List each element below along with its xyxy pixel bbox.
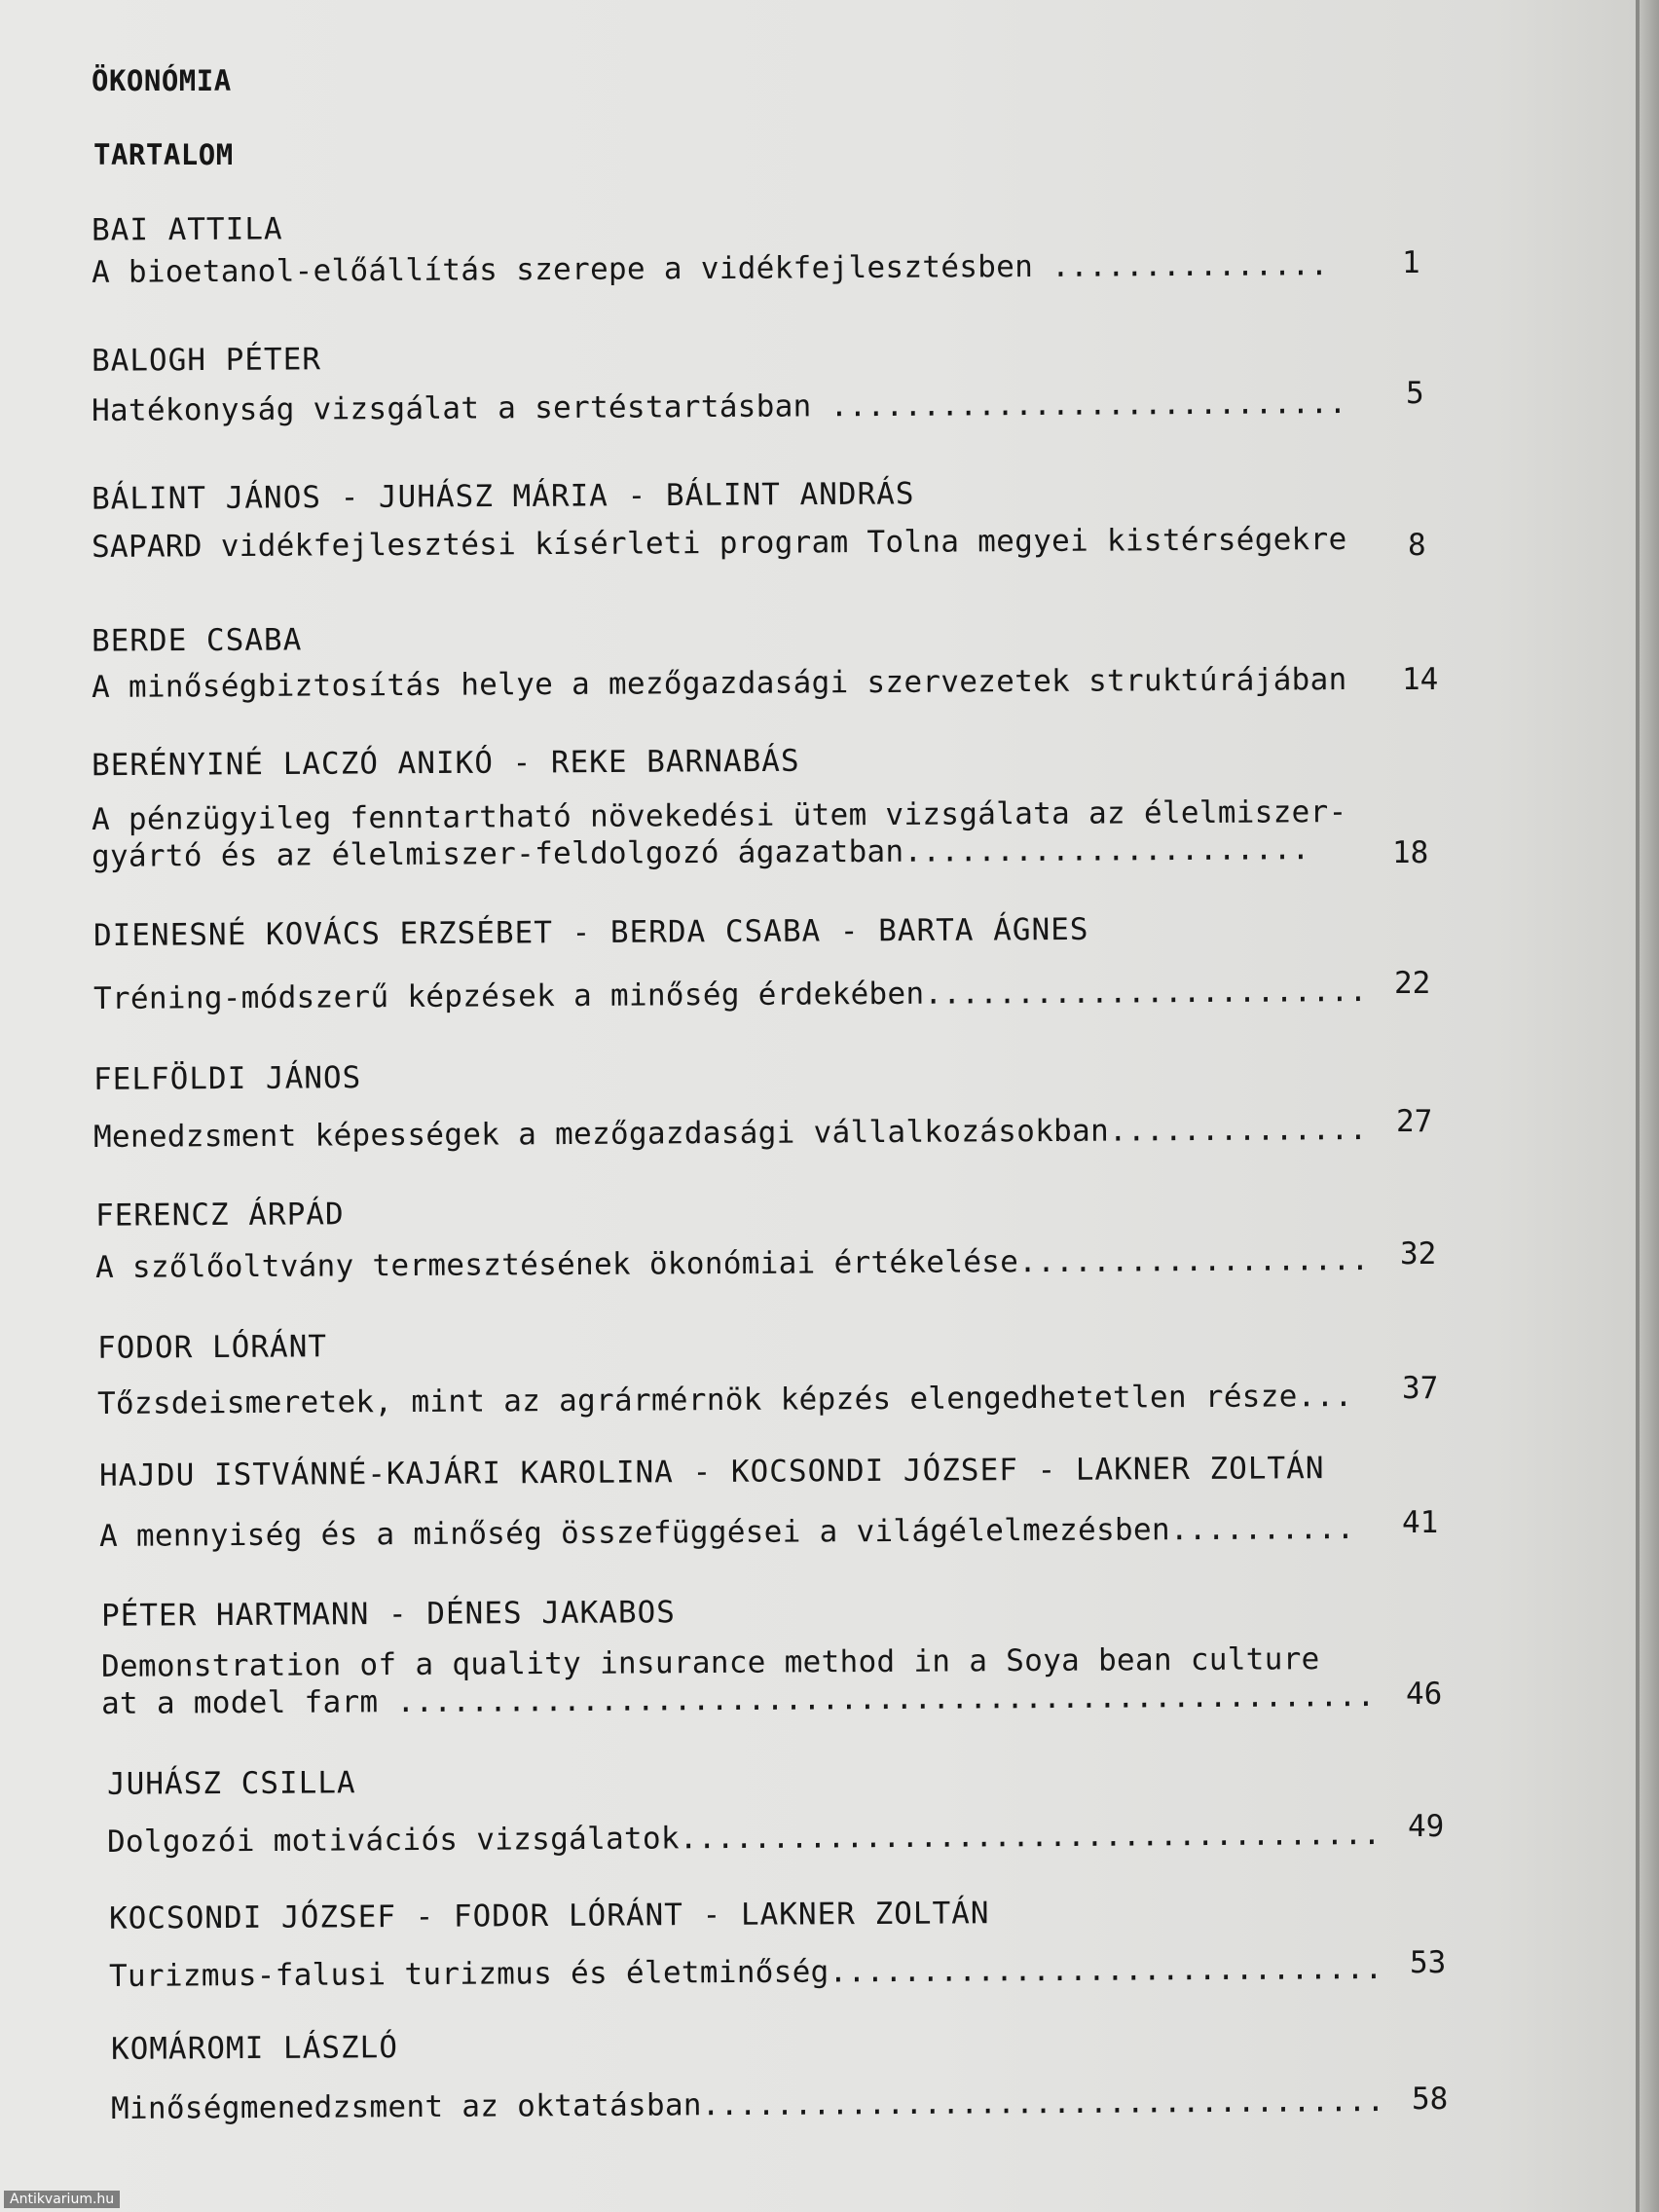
toc-author: JUHÁSZ CSILLA	[106, 1765, 356, 1802]
toc-page-number: 14	[1402, 662, 1439, 697]
toc-author: FELFÖLDI JÁNOS	[92, 1060, 362, 1097]
journal-name: ÖKONÓMIA	[92, 64, 232, 97]
toc-title-line: Demonstration of a quality insurance method in a Soya bean culture	[100, 1641, 1320, 1684]
toc-page-number: 5	[1406, 376, 1424, 411]
toc-author: DIENESNÉ KOVÁCS ERZSÉBET - BERDA CSABA - BARTA ÁGNES	[92, 911, 1089, 954]
toc-title-line: Minőségmenedzsment az oktatásban.....................................	[110, 2083, 1385, 2126]
toc-author: BERDE CSABA	[91, 622, 303, 659]
toc-page-number: 18	[1392, 835, 1429, 870]
toc-title-line: at a model farm .....................................................	[100, 1678, 1376, 1721]
toc-title-line: A minőségbiztosítás helye a mezőgazdasági szervezetek struktúrájában	[91, 662, 1347, 705]
toc-author: HAJDU ISTVÁNNÉ-KAJÁRI KAROLINA - KOCSONDI JÓZSEF - LAKNER ZOLTÁN	[98, 1451, 1325, 1493]
toc-title-line: Turizmus-falusi turizmus és életminőség..............................	[108, 1951, 1383, 1994]
toc-page-number: 49	[1408, 1809, 1445, 1844]
toc-author: BÁLINT JÁNOS - JUHÁSZ MÁRIA - BÁLINT ANDRÁS	[91, 476, 915, 517]
toc-title-line: Tréning-módszerű képzések a minőség érdekében........................	[92, 974, 1368, 1016]
toc-title-line: Tőzsdeismeretek, mint az agrármérnök képzés elengedhetetlen része...	[96, 1379, 1353, 1421]
toc-page-number: 37	[1402, 1371, 1439, 1406]
toc-title-line: A pénzügyileg fenntartható növekedési ütem vizsgálata az élelmiszer-	[91, 794, 1347, 837]
toc-page-number: 53	[1410, 1945, 1447, 1980]
toc-page-number: 58	[1412, 2082, 1449, 2117]
toc-title-line: Dolgozói motivációs vizsgálatok......................................	[106, 1817, 1382, 1860]
watermark: Antikvarium.hu	[4, 2191, 120, 2208]
toc-page-number: 22	[1394, 966, 1431, 1001]
toc-title-line: A bioetanol-előállítás szerepe a vidékfejlesztésben ...............	[91, 247, 1329, 290]
toc-page-number: 41	[1402, 1505, 1439, 1540]
toc-title-line: Menedzsment képességek a mezőgazdasági vállalkozásokban..............	[92, 1112, 1368, 1155]
toc-author: BALOGH PÉTER	[91, 342, 322, 379]
toc-author: PÉTER HARTMANN - DÉNES JAKABOS	[100, 1595, 677, 1634]
toc-title-line: A mennyiség és a minőség összefüggései a világélelmezésben..........	[98, 1511, 1355, 1554]
page-edge-shadow	[1636, 0, 1640, 2212]
toc-author: KOCSONDI JÓZSEF - FODOR LÓRÁNT - LAKNER ZOLTÁN	[108, 1896, 990, 1936]
toc-author: BERÉNYINÉ LACZÓ ANIKÓ - REKE BARNABÁS	[91, 743, 800, 784]
section-title: TARTALOM	[93, 138, 234, 171]
toc-page-number: 27	[1396, 1104, 1433, 1139]
toc-page-number: 8	[1408, 528, 1426, 563]
toc-author: BAI ATTILA	[91, 211, 283, 248]
toc-page-number: 1	[1402, 245, 1420, 280]
toc-author: FERENCZ ÁRPÁD	[94, 1197, 345, 1234]
toc-title-line: A szőlőoltvány termesztésének ökonómiai értékelése...................	[94, 1242, 1370, 1285]
toc-page-number: 46	[1406, 1677, 1443, 1712]
toc-title-line: SAPARD vidékfejlesztési kísérleti program Tolna megyei kistérségekre	[91, 522, 1347, 565]
toc-author: FODOR LÓRÁNT	[96, 1329, 328, 1366]
toc-author: KOMÁROMI LÁSZLÓ	[110, 2030, 399, 2067]
toc-title-line: gyártó és az élelmiszer-feldolgozó ágazatban......................	[91, 831, 1310, 874]
toc-page-number: 32	[1400, 1236, 1437, 1272]
toc-title-line: Hatékonyság vizsgálat a sertéstartásban ............................	[91, 386, 1347, 428]
